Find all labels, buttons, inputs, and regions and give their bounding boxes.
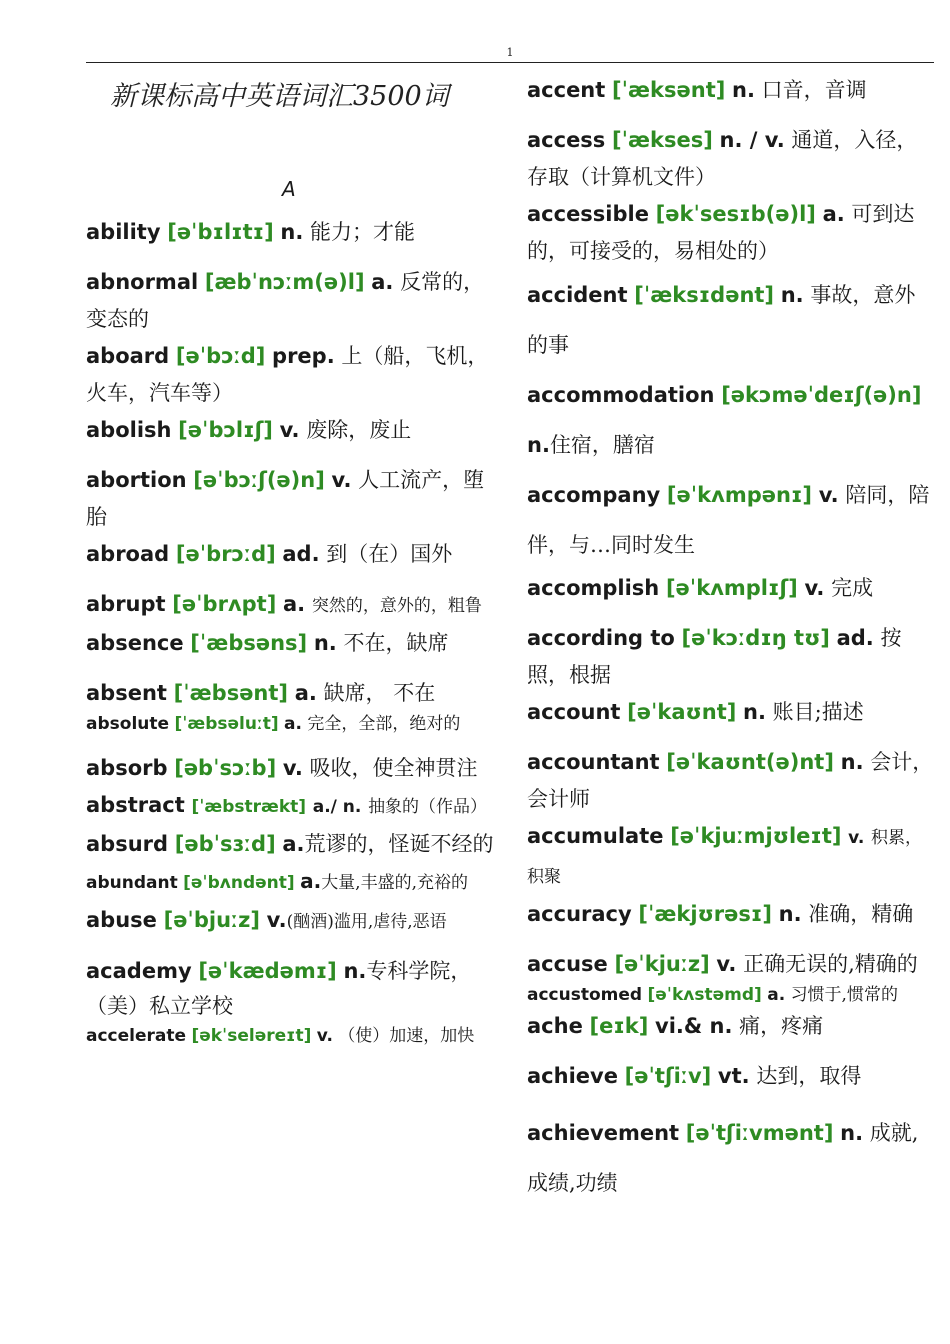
entry-pos: n. bbox=[840, 1121, 864, 1145]
vocab-entry-absence bbox=[86, 625, 496, 662]
entry-pos: v. bbox=[716, 952, 737, 976]
entry-phonetic: [əˈkʌmplɪʃ] bbox=[665, 576, 798, 600]
vocab-entry-absolute bbox=[86, 712, 496, 737]
entry-word: accelerate bbox=[86, 1026, 187, 1046]
vocab-entry-abolish bbox=[86, 412, 496, 449]
entry-definition: 反常的，变态的 bbox=[86, 270, 485, 331]
vocab-entry-accountant bbox=[527, 744, 935, 818]
entry-word: accumulate bbox=[527, 824, 664, 848]
entry-word: abnormal bbox=[86, 270, 199, 294]
entry-definition: (酗酒)滥用,虐待,恶语 bbox=[286, 912, 447, 932]
entry-phonetic: [eɪk] bbox=[589, 1014, 649, 1038]
document-title: 新课标高中英语词汇3500词 bbox=[110, 81, 449, 112]
entry-phonetic: [əˈkaʊnt(ə)nt] bbox=[666, 750, 834, 774]
entry-pos: n. bbox=[840, 750, 864, 774]
entry-phonetic: [əkɔməˈdeɪʃ(ə)n] bbox=[721, 383, 922, 407]
vocab-entry-accustomed bbox=[527, 983, 935, 1008]
entry-definition: 上（船，飞机，火车，汽车等） bbox=[86, 344, 489, 405]
entry-pos: n. bbox=[743, 700, 766, 724]
entry-definition: 抽象的（作品） bbox=[368, 797, 488, 817]
entry-word: abstract bbox=[86, 793, 185, 817]
entry-word: absent bbox=[86, 681, 167, 705]
entry-word: ache bbox=[527, 1014, 583, 1038]
entry-phonetic: [əˈbrʌpt] bbox=[172, 592, 277, 616]
entry-pos: v. bbox=[331, 468, 352, 492]
entry-definition: 大量,丰盛的,充裕的 bbox=[321, 873, 468, 893]
vocab-entry-abrupt bbox=[86, 586, 496, 625]
vocab-entry-abuse bbox=[86, 902, 496, 941]
vocab-entry-accomplish bbox=[527, 570, 935, 607]
vocab-entry-accelerate bbox=[86, 1024, 496, 1049]
entry-definition: 荒谬的，怪诞不经的 bbox=[304, 832, 494, 856]
entry-definition: 痛，疼痛 bbox=[739, 1014, 824, 1038]
entry-word: abortion bbox=[86, 468, 187, 492]
entry-definition: 按照，根据 bbox=[527, 626, 902, 687]
entry-word: absurd bbox=[86, 832, 169, 856]
entry-word: accustomed bbox=[527, 985, 643, 1005]
entry-phonetic: [ˈæksɪdənt] bbox=[634, 283, 775, 307]
vocab-entry-aboard bbox=[86, 338, 496, 412]
entry-word: abundant bbox=[86, 873, 178, 893]
entry-phonetic: [əˈbɪlɪtɪ] bbox=[167, 220, 274, 244]
entry-word: absorb bbox=[86, 756, 168, 780]
entry-word: abuse bbox=[86, 908, 157, 932]
right-column bbox=[527, 72, 935, 1208]
entry-definition: 吸收，使全神贯注 bbox=[309, 756, 478, 780]
entry-pos: n. bbox=[778, 902, 802, 926]
entry-definition: 专科学院，（美）私立学校 bbox=[86, 959, 472, 1018]
entry-word: accompany bbox=[527, 483, 661, 507]
entry-pos: n. bbox=[527, 433, 550, 457]
entry-phonetic: [əˈbɔːd] bbox=[175, 344, 266, 368]
entry-phonetic: [əˈkjuːz] bbox=[614, 952, 710, 976]
entry-definition: （使）加速，加快 bbox=[338, 1026, 475, 1046]
vocab-entry-accessible bbox=[527, 196, 935, 270]
entry-definition: 达到，取得 bbox=[756, 1064, 862, 1088]
entry-word: abolish bbox=[86, 418, 172, 442]
entry-pos: n. bbox=[313, 631, 337, 655]
entry-phonetic: [əbˈsɔːb] bbox=[174, 756, 277, 780]
entry-word: according to bbox=[527, 626, 675, 650]
entry-word: accuracy bbox=[527, 902, 632, 926]
vocab-entry-achievement bbox=[527, 1108, 935, 1208]
vocab-entry-abundant bbox=[86, 863, 496, 902]
entry-definition: 成就,成绩,功绩 bbox=[527, 1121, 919, 1195]
entry-definition: 完全，全部，绝对的 bbox=[307, 714, 461, 734]
entry-definition: 通道，入径，存取（计算机文件） bbox=[527, 128, 918, 189]
entry-pos: n. bbox=[780, 283, 804, 307]
entry-word: achieve bbox=[527, 1064, 618, 1088]
vocab-entry-abortion bbox=[86, 462, 496, 536]
entry-definition: 人工流产，堕胎 bbox=[86, 468, 485, 529]
entry-definition: 账目;描述 bbox=[772, 700, 864, 724]
entry-phonetic: [əˈbɔːʃ(ə)n] bbox=[193, 468, 325, 492]
vocab-entry-academy bbox=[86, 954, 496, 1024]
entry-phonetic: [əˈtʃiːv] bbox=[624, 1064, 712, 1088]
entry-definition: 会计，会计师 bbox=[527, 750, 934, 811]
entry-definition: 陪同，陪伴，与…同时发生 bbox=[527, 483, 930, 557]
entry-word: absolute bbox=[86, 714, 170, 734]
entry-word: abrupt bbox=[86, 592, 166, 616]
entry-pos: v. bbox=[818, 483, 839, 507]
entry-word: absence bbox=[86, 631, 184, 655]
entry-definition: 住宿，膳宿 bbox=[549, 433, 655, 457]
page-number: 1 bbox=[506, 46, 514, 59]
entry-definition: 事故，意外的事 bbox=[527, 283, 916, 357]
entry-pos: v. bbox=[282, 756, 303, 780]
entry-phonetic: [ˈæbsənt] bbox=[173, 681, 289, 705]
entry-pos: v. bbox=[848, 828, 865, 848]
entry-phonetic: [əkˈsesɪb(ə)l] bbox=[655, 202, 816, 226]
vocab-entry-absorb bbox=[86, 750, 496, 787]
entry-word: accident bbox=[527, 283, 628, 307]
entry-phonetic: [æbˈnɔːm(ə)l] bbox=[204, 270, 365, 294]
section-letter: A bbox=[282, 177, 296, 201]
entry-phonetic: [əˈkɔːdɪŋ tʊ] bbox=[681, 626, 830, 650]
entry-phonetic: [əˈkʌstəmd] bbox=[647, 985, 762, 1005]
vocab-entry-accident bbox=[527, 270, 935, 370]
vocab-entry-account bbox=[527, 694, 935, 731]
entry-word: accomplish bbox=[527, 576, 660, 600]
entry-phonetic: [əˈbʌndənt] bbox=[183, 873, 295, 893]
entry-pos: a. bbox=[294, 681, 317, 705]
entry-word: accent bbox=[527, 78, 606, 102]
entry-definition: 习惯于,惯常的 bbox=[790, 985, 898, 1005]
vocab-entry-abnormal bbox=[86, 264, 496, 338]
vocab-entry-achieve bbox=[527, 1058, 935, 1095]
entry-pos: ad. bbox=[282, 542, 320, 566]
entry-pos: vt. bbox=[717, 1064, 750, 1088]
entry-pos: a. bbox=[300, 869, 322, 893]
entry-pos: n. / v. bbox=[719, 128, 785, 152]
entry-phonetic: [əˈbjuːz] bbox=[163, 908, 260, 932]
entry-pos: n. bbox=[280, 220, 304, 244]
entry-phonetic: [əkˈseləreɪt] bbox=[191, 1026, 312, 1046]
entry-pos: ad. bbox=[836, 626, 874, 650]
header-rule bbox=[86, 62, 934, 63]
entry-definition: 口音，音调 bbox=[761, 78, 867, 102]
vocab-entry-absent bbox=[86, 675, 496, 712]
entry-definition: 能力；才能 bbox=[310, 220, 416, 244]
entry-definition: 积累，积聚 bbox=[527, 828, 923, 887]
entry-pos: a. bbox=[282, 592, 306, 616]
entry-phonetic: [əˈbrɔːd] bbox=[175, 542, 276, 566]
entry-pos: v. bbox=[266, 908, 287, 932]
entry-word: account bbox=[527, 700, 621, 724]
entry-definition: 正确无误的,精确的 bbox=[743, 952, 918, 976]
entry-pos: v. bbox=[279, 418, 300, 442]
entry-word: accommodation bbox=[527, 383, 715, 407]
entry-word: accountant bbox=[527, 750, 660, 774]
entry-definition: 准确，精确 bbox=[808, 902, 914, 926]
vocab-entry-according-to bbox=[527, 620, 935, 694]
entry-pos: prep. bbox=[272, 344, 335, 368]
entry-phonetic: [əˈkaʊnt] bbox=[627, 700, 737, 724]
vocab-entry-accuracy bbox=[527, 896, 935, 933]
entry-phonetic: [ˈæbsəluːt] bbox=[174, 714, 279, 734]
entry-word: access bbox=[527, 128, 606, 152]
vocab-entry-accumulate bbox=[527, 818, 935, 896]
entry-pos: a. bbox=[767, 985, 786, 1005]
vocab-entry-abstract bbox=[86, 787, 496, 826]
entry-pos: n. bbox=[732, 78, 755, 102]
entry-phonetic: [ˈæbsəns] bbox=[190, 631, 308, 655]
entry-word: academy bbox=[86, 959, 192, 983]
entry-word: achievement bbox=[527, 1121, 680, 1145]
entry-phonetic: [əˈtʃiːvmənt] bbox=[685, 1121, 834, 1145]
entry-word: aboard bbox=[86, 344, 170, 368]
entry-definition: 可到达的，可接受的，易相处的） bbox=[527, 202, 915, 263]
entry-definition: 到（在）国外 bbox=[326, 542, 453, 566]
vocab-entry-abroad bbox=[86, 536, 496, 573]
vocab-entry-accompany bbox=[527, 470, 935, 570]
entry-phonetic: [ˈækses] bbox=[612, 128, 713, 152]
entry-pos: vi.& n. bbox=[655, 1014, 733, 1038]
entry-pos: v. bbox=[316, 1026, 333, 1046]
entry-phonetic: [ˈæksənt] bbox=[612, 78, 726, 102]
entry-phonetic: [əˈkʌmpənɪ] bbox=[666, 483, 812, 507]
entry-definition: 完成 bbox=[831, 576, 874, 600]
entry-definition: 不在，缺席 bbox=[343, 631, 449, 655]
vocab-entry-ability bbox=[86, 214, 496, 251]
entry-phonetic: [əˈbɔlɪʃ] bbox=[178, 418, 273, 442]
entry-phonetic: [ˈækjʊrəsɪ] bbox=[638, 902, 772, 926]
entry-word: accessible bbox=[527, 202, 649, 226]
vocab-entry-ache bbox=[527, 1008, 935, 1045]
entry-word: accuse bbox=[527, 952, 608, 976]
vocab-entry-absurd bbox=[86, 826, 496, 863]
entry-definition: 缺席， 不在 bbox=[323, 681, 436, 705]
entry-definition: 突然的，意外的，粗鲁 bbox=[311, 596, 482, 616]
entry-pos: v. bbox=[804, 576, 825, 600]
entry-pos: a. bbox=[822, 202, 845, 226]
vocab-entry-access bbox=[527, 122, 935, 196]
left-column bbox=[86, 72, 496, 1049]
vocab-entry-accent bbox=[527, 72, 935, 109]
entry-pos: a. bbox=[284, 714, 302, 734]
vocab-entry-accuse bbox=[527, 946, 935, 983]
entry-pos: a. bbox=[371, 270, 394, 294]
entry-phonetic: [əbˈsɜːd] bbox=[174, 832, 276, 856]
entry-pos: a. bbox=[282, 832, 305, 856]
entry-word: abroad bbox=[86, 542, 170, 566]
entry-phonetic: [əˈkædəmɪ] bbox=[198, 959, 337, 983]
entry-definition: 废除，废止 bbox=[306, 418, 412, 442]
entry-word: ability bbox=[86, 220, 161, 244]
entry-pos: a./ n. bbox=[312, 797, 362, 817]
entry-pos: n. bbox=[343, 959, 367, 983]
vocab-entry-accommodation bbox=[527, 370, 935, 470]
entry-phonetic: [ˈæbstrækt] bbox=[191, 797, 307, 817]
entry-phonetic: [əˈkjuːmjʊleɪt] bbox=[670, 824, 842, 848]
